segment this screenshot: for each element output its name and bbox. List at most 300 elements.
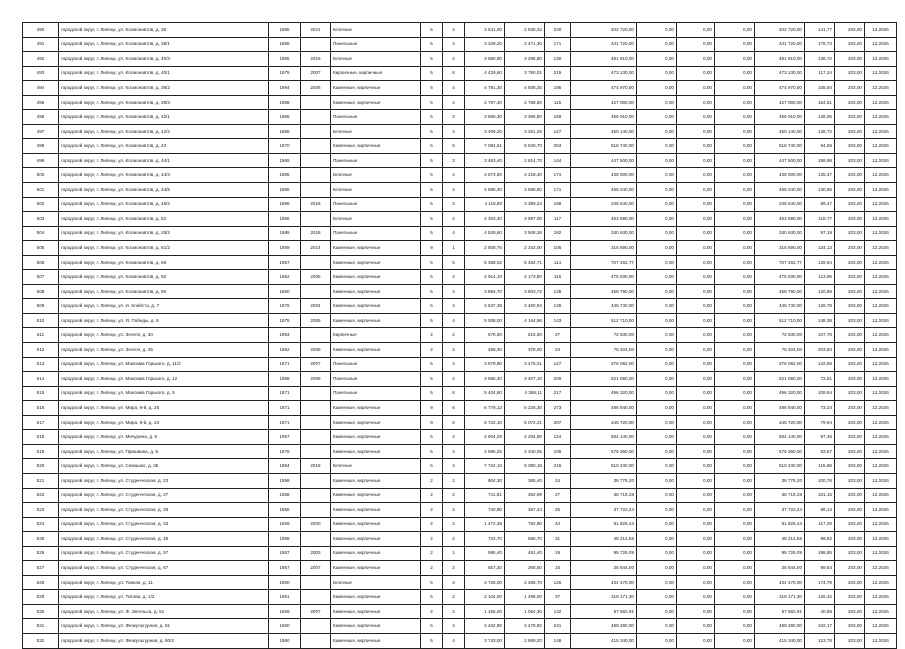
living-area-cell: 3 790,01 — [505, 66, 545, 81]
cost-budget-2-cell: 0,00 — [715, 386, 755, 401]
cost-budget-1-cell: 0,00 — [677, 212, 715, 227]
living-area-cell: 5 072,21 — [505, 415, 545, 430]
limit-cost-cell: 203,00 — [835, 532, 865, 547]
year-renovated-cell — [301, 255, 331, 270]
year-built-cell: 1959 — [269, 604, 301, 619]
total-cost-cell: 26 644,00 — [571, 561, 637, 576]
residents-cell: 116 — [545, 270, 571, 285]
total-cost-cell: 436 000,00 — [571, 168, 637, 183]
wall-material-cell: Каменные, кирпичные — [331, 619, 421, 634]
address-cell: городской округ, г. Липецк, ул. Космонавтов, д. 40/1 — [59, 66, 269, 81]
living-area-cell: 3 407,10 — [505, 372, 545, 387]
row-number-cell: 499 — [23, 153, 59, 168]
completion-date-cell: 12.2026 — [865, 401, 897, 416]
address-cell: городской округ, г. Липецк, ул. Космонавтов, д. 90 — [59, 284, 269, 299]
floors-cell: 2 — [421, 604, 443, 619]
entrances-cell: 4 — [443, 284, 465, 299]
total-area-cell: 4 303,40 — [465, 212, 505, 227]
address-cell: городской округ, г. Липецк, ул. Мичурина, д. 5 — [59, 430, 269, 445]
address-cell: городской округ, г. Липецк, ул. Танкая, д. 11 — [59, 575, 269, 590]
table-row — [23, 313, 897, 328]
total-cost-cell: 48 214,56 — [571, 532, 637, 547]
residents-cell: 37 — [545, 590, 571, 605]
cost-budget-1-cell: 0,00 — [677, 139, 715, 154]
cost-owners-cell: 584 140,00 — [755, 430, 805, 445]
table-row — [23, 212, 897, 227]
entrances-cell: 2 — [443, 488, 465, 503]
completion-date-cell: 12.2026 — [865, 328, 897, 343]
cost-owners-cell: 26 644,00 — [755, 561, 805, 576]
year-renovated-cell: 2005 — [301, 270, 331, 285]
cost-budget-2-cell: 0,00 — [715, 241, 755, 256]
row-number-cell: 506 — [23, 255, 59, 270]
address-cell: городской округ, г. Липецк, ул. Максима Горького, д. 5 — [59, 386, 269, 401]
unit-cost-cell: 148,38 — [805, 313, 835, 328]
cost-budget-2-cell: 0,00 — [715, 37, 755, 52]
row-number-cell: 532 — [23, 633, 59, 648]
cost-budget-2-cell: 0,00 — [715, 313, 755, 328]
year-built-cell: 1968 — [269, 95, 301, 110]
wall-material-cell: Каменные, кирпичные — [331, 401, 421, 416]
entrances-cell: 2 — [443, 473, 465, 488]
living-area-cell: 5 940,70 — [505, 139, 545, 154]
cost-fund-fss-cell: 0,00 — [637, 23, 677, 38]
cost-fund-fss-cell: 0,00 — [637, 81, 677, 96]
total-area-cell: 4 537,38 — [465, 299, 505, 314]
completion-date-cell: 12.2026 — [865, 561, 897, 576]
total-area-cell: 2 808,76 — [465, 241, 505, 256]
limit-cost-cell: 203,00 — [835, 197, 865, 212]
floors-cell: 5 — [421, 430, 443, 445]
year-built-cell: 1957 — [269, 546, 301, 561]
living-area-cell: 268,50 — [505, 561, 545, 576]
year-renovated-cell — [301, 328, 331, 343]
unit-cost-cell: 142,58 — [805, 357, 835, 372]
completion-date-cell: 12.2026 — [865, 619, 897, 634]
cost-budget-2-cell: 0,00 — [715, 124, 755, 139]
wall-material-cell: Блочные — [331, 168, 421, 183]
address-cell: городской округ, г. Липецк, ул. Максима Горького, д. 11/2 — [59, 357, 269, 372]
wall-material-cell: Панельные — [331, 386, 421, 401]
entrances-cell: 2 — [443, 561, 465, 576]
cost-owners-cell: 316 171,30 — [755, 590, 805, 605]
residents-cell: 44 — [545, 517, 571, 532]
limit-cost-cell: 203,00 — [835, 575, 865, 590]
year-built-cell: 1952 — [269, 343, 301, 358]
year-built-cell: 1965 — [269, 110, 301, 125]
cost-owners-cell: 445 720,00 — [755, 415, 805, 430]
floors-cell: 9 — [421, 241, 443, 256]
total-area-cell: 6 722,10 — [465, 415, 505, 430]
living-area-cell: 378,00 — [505, 343, 545, 358]
total-cost-cell: 316 171,30 — [571, 590, 637, 605]
floors-cell: 2 — [421, 532, 443, 547]
table-row — [23, 633, 897, 648]
limit-cost-cell: 203,00 — [835, 488, 865, 503]
total-area-cell: 5 008,00 — [465, 313, 505, 328]
total-cost-cell: 521 050,00 — [571, 372, 637, 387]
cost-fund-fss-cell: 0,00 — [637, 183, 677, 198]
register-table — [22, 22, 897, 649]
year-renovated-cell: 2003 — [301, 546, 331, 561]
entrances-cell: 4 — [443, 37, 465, 52]
entrances-cell: 4 — [443, 372, 465, 387]
year-renovated-cell — [301, 575, 331, 590]
wall-material-cell: Каменные, кирпичные — [331, 81, 421, 96]
year-built-cell: 1959 — [269, 241, 301, 256]
address-cell: городской округ, г. Липецк, ул. Космонавтов, д. 28/2 — [59, 226, 269, 241]
table-row — [23, 532, 897, 547]
limit-cost-cell: 203,00 — [835, 473, 865, 488]
limit-cost-cell: 203,00 — [835, 415, 865, 430]
address-cell: городской округ, г. Липецк, ул. Космонавтов, д. 66 — [59, 255, 269, 270]
cost-owners-cell: 474 970,00 — [755, 81, 805, 96]
unit-cost-cell: 174,79 — [805, 575, 835, 590]
table-row — [23, 37, 897, 52]
floors-cell: 5 — [421, 95, 443, 110]
cost-budget-1-cell: 0,00 — [677, 343, 715, 358]
entrances-cell: 4 — [443, 299, 465, 314]
completion-date-cell: 12.2026 — [865, 444, 897, 459]
row-number-cell: 501 — [23, 183, 59, 198]
unit-cost-cell: 107,79 — [805, 328, 835, 343]
completion-date-cell: 12.2026 — [865, 284, 897, 299]
floors-cell: 5 — [421, 255, 443, 270]
row-number-cell: 503 — [23, 212, 59, 227]
floors-cell: 5 — [421, 299, 443, 314]
cost-owners-cell: 340 630,00 — [755, 226, 805, 241]
total-cost-cell: 512 710,00 — [571, 313, 637, 328]
year-renovated-cell — [301, 110, 331, 125]
cost-fund-fss-cell: 0,00 — [637, 459, 677, 474]
limit-cost-cell: 203,00 — [835, 386, 865, 401]
address-cell: городской округ, г. Липецк, ул. Студенческая, д. 27 — [59, 488, 269, 503]
year-built-cell: 1965 — [269, 153, 301, 168]
wall-material-cell: Панельные — [331, 357, 421, 372]
living-area-cell: 615,90 — [505, 328, 545, 343]
residents-cell: 171 — [545, 183, 571, 198]
entrances-cell: 4 — [443, 212, 465, 227]
year-built-cell: 1971 — [269, 401, 301, 416]
address-cell: городской округ, г. Липецк, ул. Титова, д. 1/2 — [59, 590, 269, 605]
total-cost-cell: 248 540,00 — [571, 197, 637, 212]
limit-cost-cell: 203,00 — [835, 95, 865, 110]
cost-fund-fss-cell: 0,00 — [637, 517, 677, 532]
total-cost-cell: 57 662,91 — [571, 604, 637, 619]
cost-fund-fss-cell: 0,00 — [637, 139, 677, 154]
address-cell: городской округ, г. Липецк, ул. Я. Победы, д. 9 — [59, 313, 269, 328]
address-cell: городской округ, г. Липецк, ул. Космонавтов, д. 40/3 — [59, 52, 269, 67]
wall-material-cell: Каменные, кирпичные — [331, 139, 421, 154]
living-area-cell: 367,44 — [505, 503, 545, 518]
entrances-cell: 2 — [443, 590, 465, 605]
row-number-cell: 524 — [23, 517, 59, 532]
living-area-cell: 566,70 — [505, 532, 545, 547]
limit-cost-cell: 203,00 — [835, 52, 865, 67]
row-number-cell: 510 — [23, 313, 59, 328]
address-cell: городской округ, г. Липецк, ул. Космонавтов, д. 44/3 — [59, 168, 269, 183]
total-cost-cell: 445 720,00 — [571, 415, 637, 430]
residents-cell: 174 — [545, 168, 571, 183]
cost-budget-2-cell: 0,00 — [715, 270, 755, 285]
entrances-cell: 4 — [443, 183, 465, 198]
cost-budget-1-cell: 0,00 — [677, 241, 715, 256]
total-area-cell: 557,20 — [465, 561, 505, 576]
cost-fund-fss-cell: 0,00 — [637, 619, 677, 634]
completion-date-cell: 12.2026 — [865, 415, 897, 430]
total-cost-cell: 72 830,00 — [571, 328, 637, 343]
cost-owners-cell: 376 082,00 — [755, 357, 805, 372]
year-built-cell: 1960 — [269, 284, 301, 299]
cost-budget-2-cell: 0,00 — [715, 23, 755, 38]
row-number-cell: 525 — [23, 532, 59, 547]
cost-budget-1-cell: 0,00 — [677, 372, 715, 387]
completion-date-cell: 12.2026 — [865, 226, 897, 241]
residents-cell: 114 — [545, 255, 571, 270]
table-row — [23, 328, 897, 343]
limit-cost-cell: 203,00 — [835, 430, 865, 445]
table-row — [23, 357, 897, 372]
year-built-cell: 1965 — [269, 52, 301, 67]
cost-budget-1-cell: 0,00 — [677, 255, 715, 270]
address-cell: городской округ, г. Липецк, ул. Мира, 9-й, д. 25 — [59, 401, 269, 416]
total-area-cell: 3 541,00 — [465, 23, 505, 38]
completion-date-cell: 12.2026 — [865, 270, 897, 285]
completion-date-cell: 12.2026 — [865, 575, 897, 590]
table-row — [23, 241, 897, 256]
completion-date-cell: 12.2026 — [865, 66, 897, 81]
wall-material-cell: Каменные, кирпичные — [331, 503, 421, 518]
total-cost-cell: 496 940,00 — [571, 401, 637, 416]
unit-cost-cell: 113,96 — [805, 270, 835, 285]
entrances-cell: 4 — [443, 270, 465, 285]
cost-owners-cell: 402 720,00 — [755, 23, 805, 38]
entrances-cell: 4 — [443, 226, 465, 241]
residents-cell: 136 — [545, 284, 571, 299]
total-cost-cell: 376 082,00 — [571, 357, 637, 372]
unit-cost-cell: 89,47 — [805, 197, 835, 212]
cost-budget-1-cell: 0,00 — [677, 226, 715, 241]
floors-cell: 2 — [421, 328, 443, 343]
table-body — [23, 23, 897, 649]
year-renovated-cell: 2000 — [301, 517, 331, 532]
completion-date-cell: 12.2026 — [865, 590, 897, 605]
address-cell: городской округ, г. Липецк, ул. Студенческая, д. 67 — [59, 561, 269, 576]
document-sheet — [22, 22, 889, 649]
year-renovated-cell — [301, 139, 331, 154]
entrances-cell: 6 — [443, 386, 465, 401]
total-area-cell: 1 472,39 — [465, 517, 505, 532]
year-built-cell: 1964 — [269, 459, 301, 474]
living-area-cell: 2 342,00 — [505, 241, 545, 256]
year-built-cell: 1965 — [269, 37, 301, 52]
cost-budget-2-cell: 0,00 — [715, 255, 755, 270]
cost-owners-cell: 248 540,00 — [755, 197, 805, 212]
cost-budget-1-cell: 0,00 — [677, 633, 715, 648]
cost-owners-cell: 415 340,00 — [755, 633, 805, 648]
year-renovated-cell — [301, 37, 331, 52]
year-renovated-cell — [301, 212, 331, 227]
cost-owners-cell: 473 130,00 — [755, 66, 805, 81]
unit-cost-cell: 105,94 — [805, 81, 835, 96]
entrances-cell: 2 — [443, 517, 465, 532]
year-built-cell: 1960 — [269, 633, 301, 648]
year-built-cell: 1959 — [269, 517, 301, 532]
year-renovated-cell: 2007 — [301, 561, 331, 576]
year-renovated-cell: 2007 — [301, 604, 331, 619]
floors-cell: 5 — [421, 459, 443, 474]
limit-cost-cell: 203,00 — [835, 444, 865, 459]
total-area-cell: 4 429,60 — [465, 66, 505, 81]
total-cost-cell: 488 280,00 — [571, 619, 637, 634]
row-number-cell: 502 — [23, 197, 59, 212]
total-cost-cell: 441 720,00 — [571, 37, 637, 52]
limit-cost-cell: 203,00 — [835, 183, 865, 198]
address-cell: городской округ, г. Липецк, ул. Физкультурная, д. 81 — [59, 619, 269, 634]
cost-budget-1-cell: 0,00 — [677, 561, 715, 576]
living-area-cell: 481,40 — [505, 546, 545, 561]
row-number-cell: 531 — [23, 619, 59, 634]
total-cost-cell: 576 360,00 — [571, 444, 637, 459]
floors-cell: 5 — [421, 313, 443, 328]
floors-cell: 5 — [421, 372, 443, 387]
address-cell: городской округ, г. Липецк, ул. Ф. Энгельса, д. 51 — [59, 604, 269, 619]
address-cell: городской округ, г. Липецк, ул. Максима Горького, д. 12 — [59, 372, 269, 387]
cost-owners-cell: 441 720,00 — [755, 37, 805, 52]
table-row — [23, 124, 897, 139]
address-cell: городской округ, г. Липецк, ул. Пришвина, д. 5 — [59, 444, 269, 459]
address-cell: городской округ, г. Липецк, ул. Космонавтов, д. 92 — [59, 270, 269, 285]
total-area-cell: 4 529,60 — [465, 226, 505, 241]
limit-cost-cell: 203,00 — [835, 255, 865, 270]
wall-material-cell: Каменные, кирпичные — [331, 415, 421, 430]
row-number-cell: 497 — [23, 124, 59, 139]
year-renovated-cell — [301, 590, 331, 605]
total-cost-cell: 415 340,00 — [571, 633, 637, 648]
living-area-cell: 782,90 — [505, 517, 545, 532]
cost-owners-cell: 475 930,00 — [755, 270, 805, 285]
cost-budget-1-cell: 0,00 — [677, 124, 715, 139]
cost-owners-cell: 447 500,00 — [755, 153, 805, 168]
entrances-cell: 4 — [443, 430, 465, 445]
cost-budget-2-cell: 0,00 — [715, 212, 755, 227]
year-renovated-cell — [301, 503, 331, 518]
year-renovated-cell — [301, 95, 331, 110]
residents-cell: 127 — [545, 124, 571, 139]
year-renovated-cell: 2007 — [301, 66, 331, 81]
row-number-cell: 496 — [23, 110, 59, 125]
entrances-cell: 4 — [443, 124, 465, 139]
residents-cell: 25 — [545, 503, 571, 518]
total-area-cell: 722,70 — [465, 532, 505, 547]
cost-budget-2-cell: 0,00 — [715, 415, 755, 430]
cost-budget-1-cell: 0,00 — [677, 23, 715, 38]
living-area-cell: 3 568,60 — [505, 183, 545, 198]
limit-cost-cell: 203,00 — [835, 139, 865, 154]
row-number-cell: 491 — [23, 37, 59, 52]
completion-date-cell: 12.2026 — [865, 124, 897, 139]
address-cell: городской округ, г. Липецк, ул. Космонавтов, д. 44/1 — [59, 153, 269, 168]
floors-cell: 5 — [421, 81, 443, 96]
total-area-cell: 6 779,13 — [465, 401, 505, 416]
row-number-cell: 507 — [23, 270, 59, 285]
cost-owners-cell: 481 910,00 — [755, 52, 805, 67]
cost-fund-fss-cell: 0,00 — [637, 168, 677, 183]
total-area-cell: 3 743,00 — [465, 633, 505, 648]
floors-cell: 2 — [421, 503, 443, 518]
floors-cell: 5 — [421, 284, 443, 299]
year-renovated-cell: 2021 — [301, 23, 331, 38]
total-cost-cell: 434 470,00 — [571, 575, 637, 590]
cost-fund-fss-cell: 0,00 — [637, 270, 677, 285]
limit-cost-cell: 203,00 — [835, 401, 865, 416]
entrances-cell: 6 — [443, 401, 465, 416]
floors-cell: 5 — [421, 139, 443, 154]
table-row — [23, 81, 897, 96]
cost-budget-1-cell: 0,00 — [677, 183, 715, 198]
address-cell: городской округ, г. Липецк, ул. Физкультурная, д. 80/2 — [59, 633, 269, 648]
completion-date-cell: 12.2026 — [865, 633, 897, 648]
cost-owners-cell: 427 060,00 — [755, 95, 805, 110]
completion-date-cell: 12.2026 — [865, 313, 897, 328]
table-row — [23, 604, 897, 619]
row-number-cell: 520 — [23, 459, 59, 474]
cost-budget-1-cell: 0,00 — [677, 357, 715, 372]
cost-fund-fss-cell: 0,00 — [637, 590, 677, 605]
entrances-cell: 2 — [443, 532, 465, 547]
year-renovated-cell: 2008 — [301, 343, 331, 358]
living-area-cell: 6 390,15 — [505, 459, 545, 474]
address-cell: городской округ, г. Липецк, ул. Космонавтов, д. 36 — [59, 23, 269, 38]
table-row — [23, 430, 897, 445]
year-renovated-cell — [301, 284, 331, 299]
entrances-cell: 4 — [443, 52, 465, 67]
table-row — [23, 444, 897, 459]
wall-material-cell: Панельные — [331, 153, 421, 168]
cost-budget-2-cell: 0,00 — [715, 372, 755, 387]
row-number-cell: 526 — [23, 546, 59, 561]
completion-date-cell: 12.2026 — [865, 153, 897, 168]
completion-date-cell: 12.2026 — [865, 168, 897, 183]
wall-material-cell: Каменные, кирпичные — [331, 590, 421, 605]
year-built-cell: 1958 — [269, 532, 301, 547]
unit-cost-cell: 130,65 — [805, 183, 835, 198]
entrances-cell: 2 — [443, 503, 465, 518]
floors-cell: 2 — [421, 343, 443, 358]
year-renovated-cell — [301, 386, 331, 401]
total-cost-cell: 456 910,00 — [571, 110, 637, 125]
total-cost-cell: 510 230,00 — [571, 459, 637, 474]
year-renovated-cell — [301, 124, 331, 139]
unit-cost-cell: 115,86 — [805, 459, 835, 474]
entrances-cell: 3 — [443, 575, 465, 590]
address-cell: городской округ, г. Липецк, ул. Студенческая, д. 43 — [59, 517, 269, 532]
living-area-cell: 3 359,24 — [505, 197, 545, 212]
floors-cell: 5 — [421, 124, 443, 139]
completion-date-cell: 12.2026 — [865, 386, 897, 401]
year-renovated-cell: 2016 — [301, 52, 331, 67]
table-row — [23, 23, 897, 38]
cost-fund-fss-cell: 0,00 — [637, 110, 677, 125]
cost-budget-2-cell: 0,00 — [715, 52, 755, 67]
residents-cell: 240 — [545, 23, 571, 38]
floors-cell: 5 — [421, 37, 443, 52]
unit-cost-cell: 118,77 — [805, 212, 835, 227]
table-row — [23, 66, 897, 81]
unit-cost-cell: 99,62 — [805, 532, 835, 547]
wall-material-cell: Каменные, кирпичные — [331, 546, 421, 561]
year-built-cell: 1971 — [269, 357, 301, 372]
